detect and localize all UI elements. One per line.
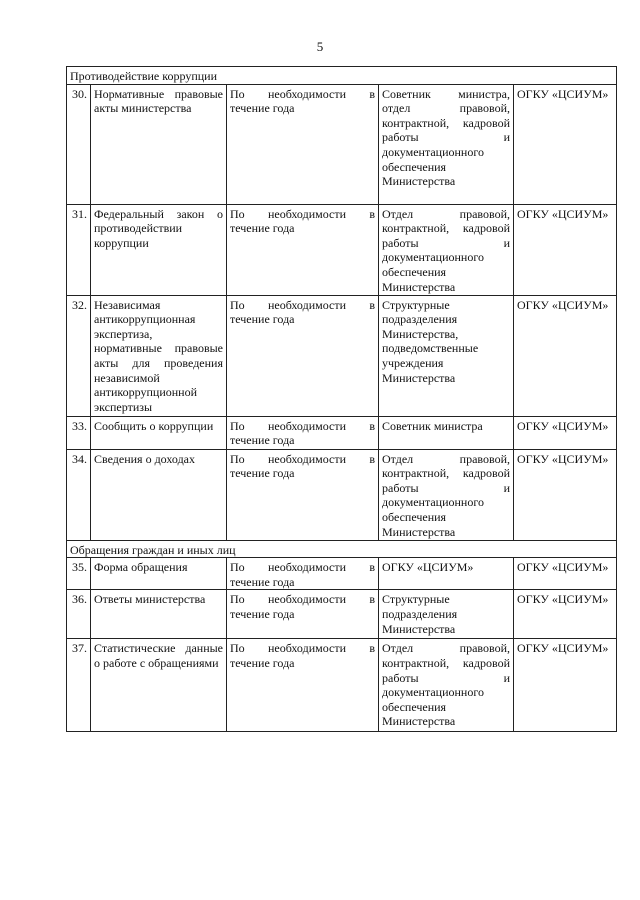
row-executor: ОГКУ «ЦСИУМ» (514, 558, 617, 590)
row-name: Форма обращения (91, 558, 227, 590)
row-period: По необходимости в течение года (227, 449, 379, 540)
row-number: 34. (67, 449, 91, 540)
row-number: 35. (67, 558, 91, 590)
section-row (67, 67, 617, 85)
row-period: По необходимости в течение года (227, 416, 379, 449)
row-name: Федеральный закон о противодействии коррупции (91, 204, 227, 295)
table-row (67, 449, 617, 540)
row-number: 36. (67, 590, 91, 639)
row-number: 32. (67, 295, 91, 416)
section-title: Обращения граждан и иных лиц (67, 540, 617, 558)
row-name: Нормативные правовые акты министерства (91, 84, 227, 204)
row-responsible: Советник министра, отдел правовой, контрактной, кадровой работы и документационного обеспечения Министерства (379, 84, 514, 204)
row-responsible: Структурные подразделения Министерства (379, 590, 514, 639)
row-period: По необходимости в течение года (227, 639, 379, 732)
row-responsible: Структурные подразделения Министерства, подведомственные учреждения Министерства (379, 295, 514, 416)
table-row (67, 558, 617, 590)
section-row (67, 540, 617, 558)
table-row (67, 295, 617, 416)
row-executor: ОГКУ «ЦСИУМ» (514, 590, 617, 639)
table-row (67, 590, 617, 639)
row-executor: ОГКУ «ЦСИУМ» (514, 204, 617, 295)
row-name: Статистические данные о работе с обращениями (91, 639, 227, 732)
row-executor: ОГКУ «ЦСИУМ» (514, 84, 617, 204)
table-row (67, 639, 617, 732)
row-executor: ОГКУ «ЦСИУМ» (514, 295, 617, 416)
document-table (66, 66, 617, 732)
row-responsible: Отдел правовой, контрактной, кадровой работы и документационного обеспечения Министерства (379, 639, 514, 732)
row-executor: ОГКУ «ЦСИУМ» (514, 639, 617, 732)
row-number: 37. (67, 639, 91, 732)
table-row (67, 416, 617, 449)
row-executor: ОГКУ «ЦСИУМ» (514, 416, 617, 449)
row-period: По необходимости в течение года (227, 84, 379, 204)
row-responsible: Отдел правовой, контрактной, кадровой работы и документационного обеспечения Министерства (379, 449, 514, 540)
row-number: 33. (67, 416, 91, 449)
row-responsible: ОГКУ «ЦСИУМ» (379, 558, 514, 590)
row-number: 31. (67, 204, 91, 295)
row-name: Сведения о доходах (91, 449, 227, 540)
section-title: Противодействие коррупции (67, 67, 617, 85)
row-executor: ОГКУ «ЦСИУМ» (514, 449, 617, 540)
row-responsible: Советник министра (379, 416, 514, 449)
row-name: Сообщить о коррупции (91, 416, 227, 449)
table-row (67, 84, 617, 204)
row-period: По необходимости в течение года (227, 295, 379, 416)
row-number: 30. (67, 84, 91, 204)
table-row (67, 204, 617, 295)
row-period: По необходимости в течение года (227, 204, 379, 295)
row-name: Независимая антикоррупционная экспертиза, нормативные правовые акты для проведения независимой антикоррупционной экспертизы (91, 295, 227, 416)
row-name: Ответы министерства (91, 590, 227, 639)
row-period: По необходимости в течение года (227, 558, 379, 590)
page-number: 5 (316, 39, 324, 54)
row-responsible: Отдел правовой, контрактной, кадровой работы и документационного обеспечения Министерства (379, 204, 514, 295)
row-period: По необходимости в течение года (227, 590, 379, 639)
